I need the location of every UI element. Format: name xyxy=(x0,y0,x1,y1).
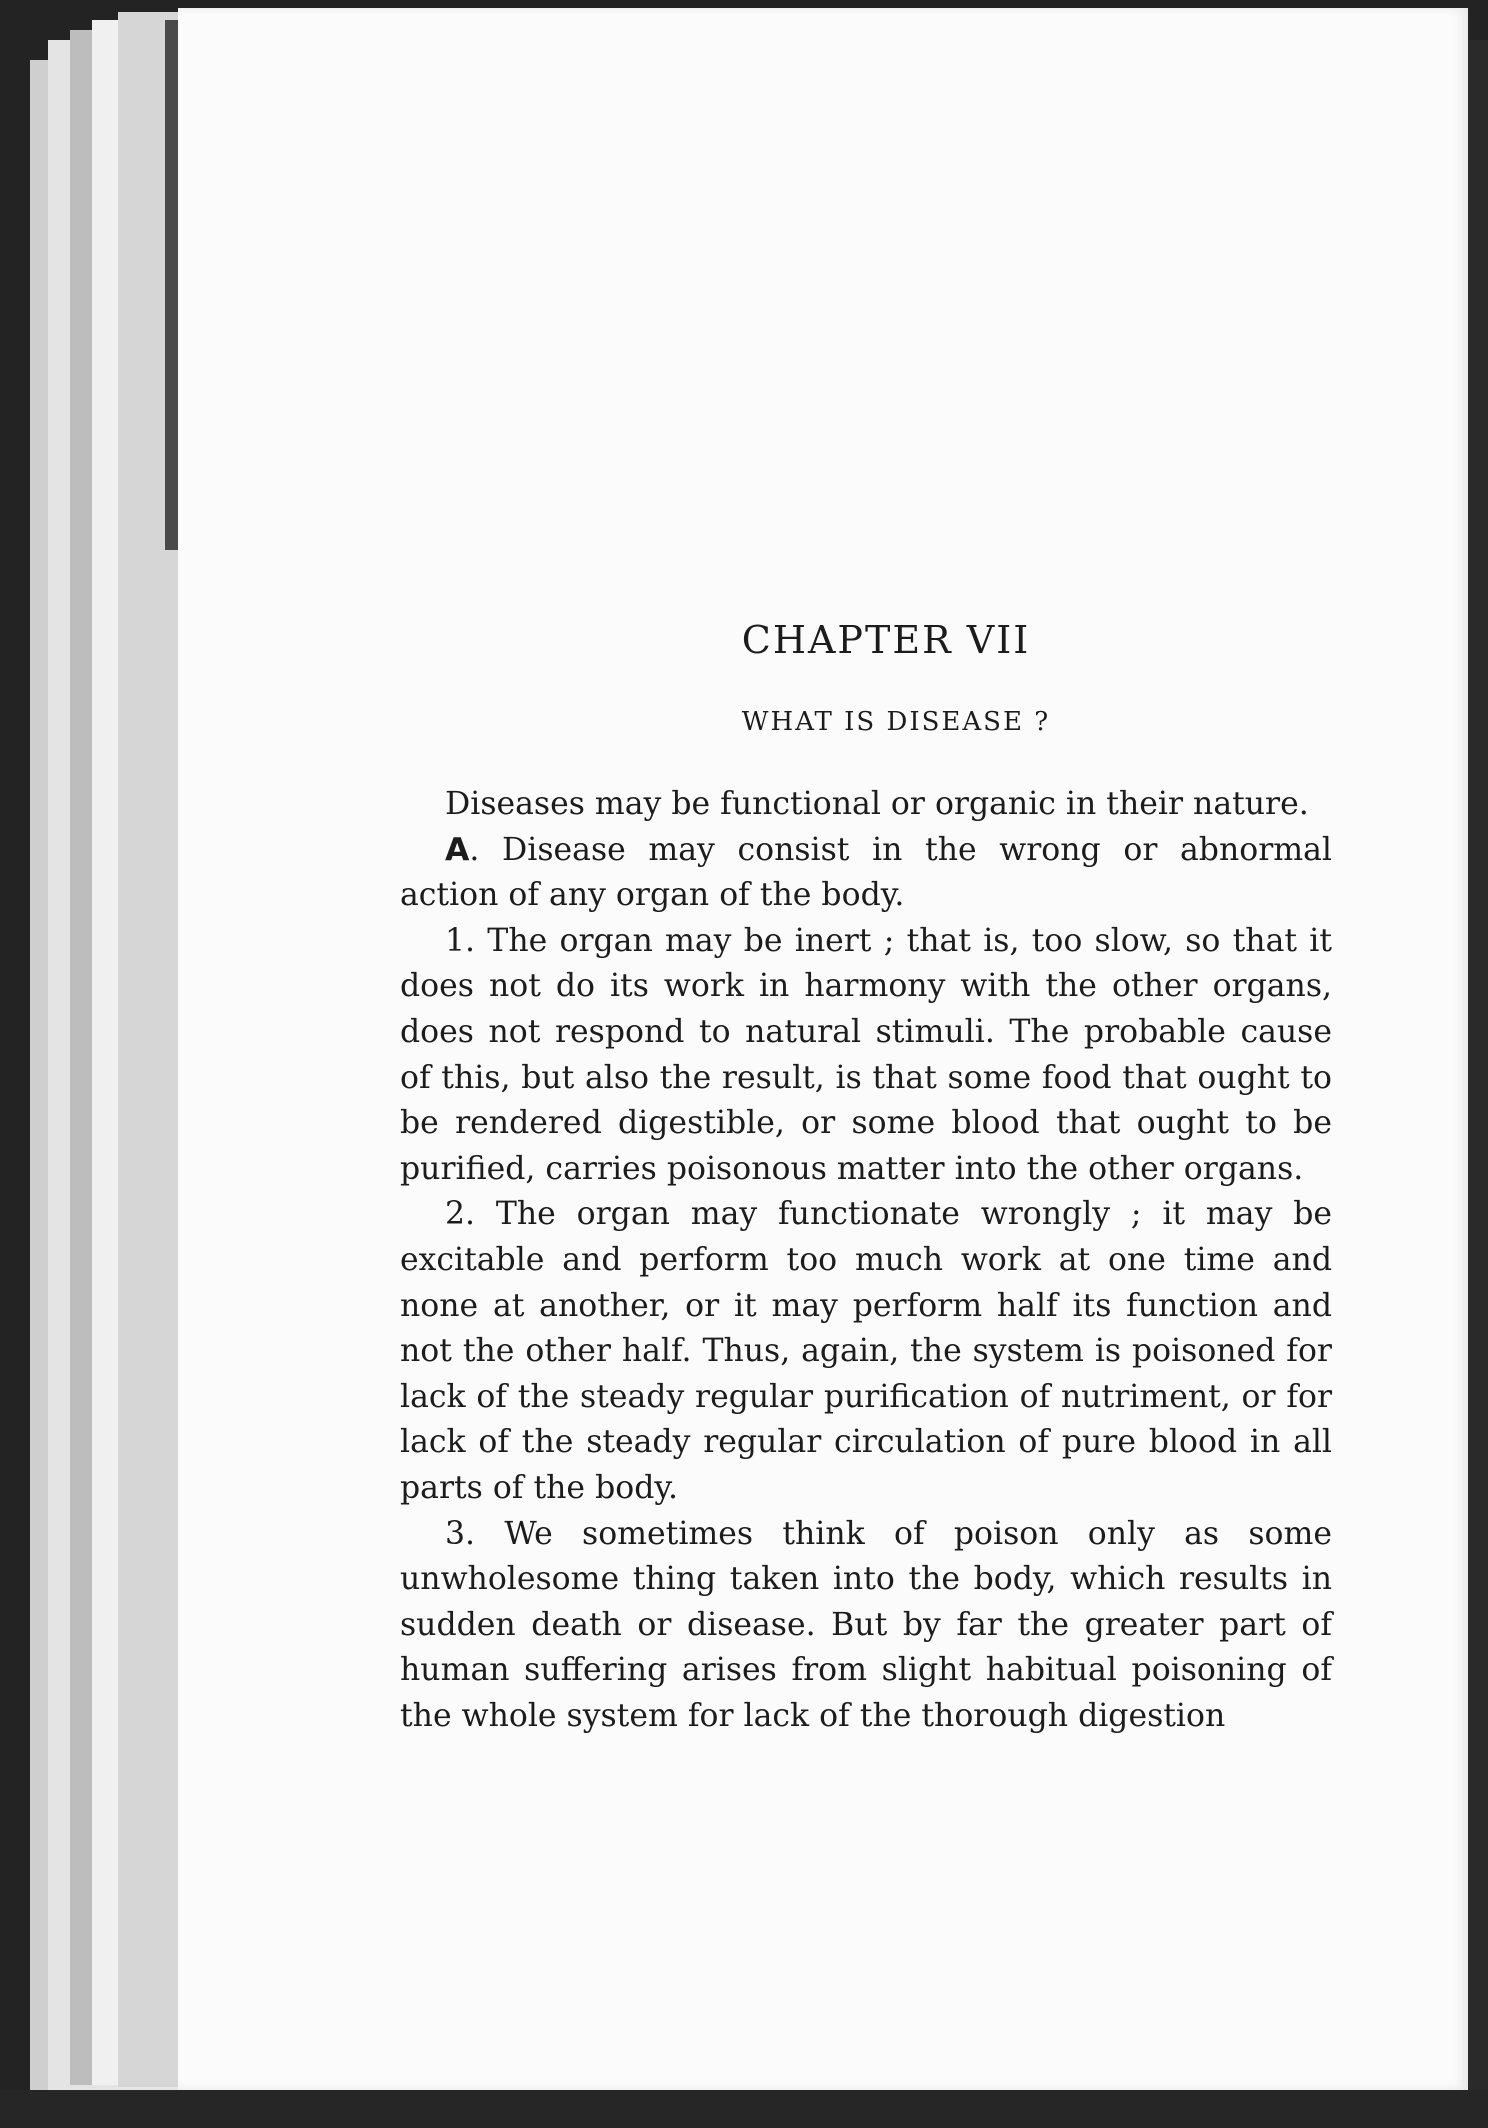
paragraph-text: 2. The organ may functionate wrongly ; it may be excitable and perform too much work at one time and none at another, or it may perform half its function and not the other half. Thus, again, the system is poisoned for lack of the steady regular purification of nutriment, or for lack of the steady regular circulation of pure blood in all parts of the body. xyxy=(400,1196,1332,1506)
paragraph-lead: A xyxy=(445,831,470,868)
paragraph xyxy=(400,919,1332,1193)
paragraph xyxy=(400,782,1332,828)
paragraph xyxy=(400,828,1332,919)
paragraph-text: . Disease may consist in the wrong or abnormal action of any organ of the body. xyxy=(400,831,1332,914)
book-spine-shadow xyxy=(165,20,179,550)
page-text xyxy=(400,600,1332,1739)
scan-bottom-edge xyxy=(0,2090,1488,2128)
paragraph xyxy=(400,1192,1332,1511)
paragraph-text: 3. We sometimes think of poison only as some unwholesome thing taken into the body, which results in sudden death or disease. But by far the greater part of human suffering arises from slight habitual poisoning of the whole system for lack of the thorough digestion xyxy=(400,1515,1332,1734)
paragraph xyxy=(400,1512,1332,1740)
paragraph-text: 1. The organ may be inert ; that is, too slow, so that it does not do its work in harmony with the other organs, does not respond to natural stimuli. The probable cause of this, but also the result, is that some food that ought to be rendered digestible, or some blood that ought to be purified, carries poisonous matter into the other organs. xyxy=(400,922,1332,1187)
chapter-subtitle: WHAT IS DISEASE ? xyxy=(741,707,1051,737)
paragraph-text: Diseases may be functional or organic in their nature. xyxy=(445,786,1309,822)
chapter-title: CHAPTER VII xyxy=(741,618,1031,662)
